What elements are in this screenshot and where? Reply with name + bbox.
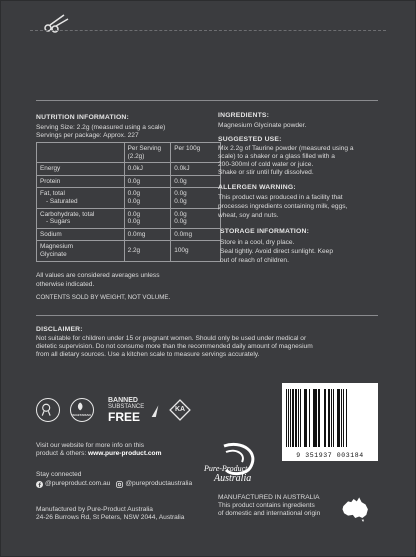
cut-line [30,30,386,31]
banned-label-1: BANNED [108,397,138,404]
averages-note-line-2: otherwise indicated. [36,281,95,288]
facebook-icon[interactable] [36,481,43,488]
storage-line: Store in a cool, dry place. [220,239,295,246]
table-header-cell: Per Serving (2.2g) [124,143,171,163]
table-row [37,241,221,261]
vegetarian-badge-icon [70,398,94,422]
banned-label-2: SUBSTANCE [108,404,145,410]
value-sub: 0.0g [174,218,187,226]
table-header-cell: Per 100g [171,143,221,163]
social-row [36,480,192,488]
allergen-line: wheat, soy and nuts. [218,212,279,219]
disclaimer-line: from all dietary sources. Use a kitchen scale to measure servings accurately. [36,351,260,358]
row-per-100g: 0.0g [171,175,221,188]
row-label-sub: - Sugars [46,218,71,226]
suggested-use-line: scale) to a shaker or a glass filled with a [218,153,335,160]
value-sub: 0.0g [127,197,141,205]
value-sub: 0.0g [127,218,141,226]
serving-size: Serving Size: 2.2g (measured using a scale) [36,124,166,131]
storage-line: out of reach of children. [220,257,289,264]
ka-label: KA [174,406,186,413]
middle-divider [36,315,378,316]
row-per-100g: 100g [171,241,221,261]
disclaimer-line: Not suitable for children under 15 or pregnant women. Should only be used under medical or [36,335,307,342]
row-label [37,208,125,228]
suggested-use-heading: SUGGESTED USE: [218,136,282,143]
value-main: 0.0g [127,210,141,218]
row-per-serving [124,188,171,208]
manufacturer-line-2: 24-26 Burrows Rd, St Peters, NSW 2044, Australia [36,514,185,521]
website-prefix: product & others: [36,450,89,457]
banned-label-3: FREE [108,410,141,424]
barcode-number: 9 351937 003184 [296,452,364,459]
manufacturer-line-1: Manufactured by Pure-Product Australia [36,506,153,513]
row-per-serving [124,208,171,228]
suggested-use-line: Mix 2.2g of Taurine powder (measured using a [218,145,354,152]
averages-note-line-1: All values are considered averages unless [36,272,160,279]
table-row [37,188,221,208]
table-row [37,163,221,176]
social-heading: Stay connected [36,471,82,478]
ka-badge-icon [168,398,192,422]
value-main: 0.0g [127,190,141,198]
top-divider [36,100,378,101]
website-line-2 [36,450,161,458]
allergen-heading: ALLERGEN WARNING: [218,184,296,191]
made-in-line-1: MANUFACTURED IN AUSTRALIA [218,494,320,501]
row-per-serving: 0.0kJ [124,163,171,176]
barcode-bars [286,389,374,447]
row-per-100g [171,208,221,228]
row-per-100g: 0.0mg [171,228,221,241]
value-main: 0.0g [174,190,187,198]
table-row [37,208,221,228]
row-label-sub: - Saturated [46,197,78,205]
row-label [37,241,125,261]
ingredients-heading: INGREDIENTS: [218,112,270,119]
instagram-icon[interactable] [116,481,123,488]
storage-line: Seal tightly. Avoid direct sunlight. Keep [220,248,334,255]
barcode-panel [282,383,378,461]
nutrition-table [36,142,221,262]
row-label-main: Carbohydrate, total [40,210,95,218]
storage-heading: STORAGE INFORMATION: [220,228,310,235]
value-main: 0.0g [174,210,187,218]
website-line-1: Visit our website for more info on this [36,442,144,449]
disclaimer-line: dietetic supervision. Do not consume more than the recommended daily amount of magnesium [36,343,313,350]
vegetarian-label: VEGETARIAN [71,413,91,417]
row-per-serving: 0.0mg [124,228,171,241]
row-label-sub: Glycinate [40,250,67,258]
table-row [37,228,221,241]
nutrition-heading: NUTRITION INFORMATION: [36,114,129,121]
instagram-handle[interactable]: @pureproductaustralia [125,480,193,487]
disclaimer-heading: DISCLAIMER: [36,326,83,333]
row-label-main: Magnesium [40,243,74,251]
logo-text-line-1: Pure-Product [204,464,248,473]
table-row [37,175,221,188]
allergen-line: This product was produced in a facility that [218,194,343,201]
website-url-link[interactable]: www.pure-product.com [88,450,162,457]
australia-map-icon [340,495,372,522]
suggested-use-line: Shake or stir until fully dissolved. [218,169,314,176]
made-in-line-2: This product contains ingredients [218,502,315,509]
servings-per-package: Servings per package: Approx. 227 [36,132,139,139]
logo-text-line-2: Australia [214,473,252,484]
row-label: Sodium [37,228,125,241]
row-per-100g [171,188,221,208]
facebook-handle[interactable]: @pureproduct.com.au [45,480,111,487]
checkmark-icon [150,403,160,421]
safety-seal-icon [36,398,60,422]
row-label: Protein [37,175,125,188]
table-header-row [37,143,221,163]
value-sub: 0.0g [174,197,187,205]
row-per-serving: 2.2g [124,241,171,261]
made-in-line-3: of domestic and international origin [218,510,321,517]
pure-product-logo [202,442,272,488]
table-header-cell [37,143,125,163]
row-per-100g: 0.0kJ [171,163,221,176]
row-label-main: Fat, total [40,190,65,198]
banned-substance-free-badge [108,397,160,423]
allergen-line: processes ingredients containing milk, eggs, [218,203,348,210]
barcode-bar [347,389,348,447]
contents-note: CONTENTS SOLD BY WEIGHT, NOT VOLUME. [36,294,171,301]
suggested-use-line: 200-300ml of cold water or juice. [218,161,314,168]
row-label: Energy [37,163,125,176]
ingredients-text: Magnesium Glycinate powder. [218,122,307,129]
row-label [37,188,125,208]
row-per-serving: 0.0g [124,175,171,188]
